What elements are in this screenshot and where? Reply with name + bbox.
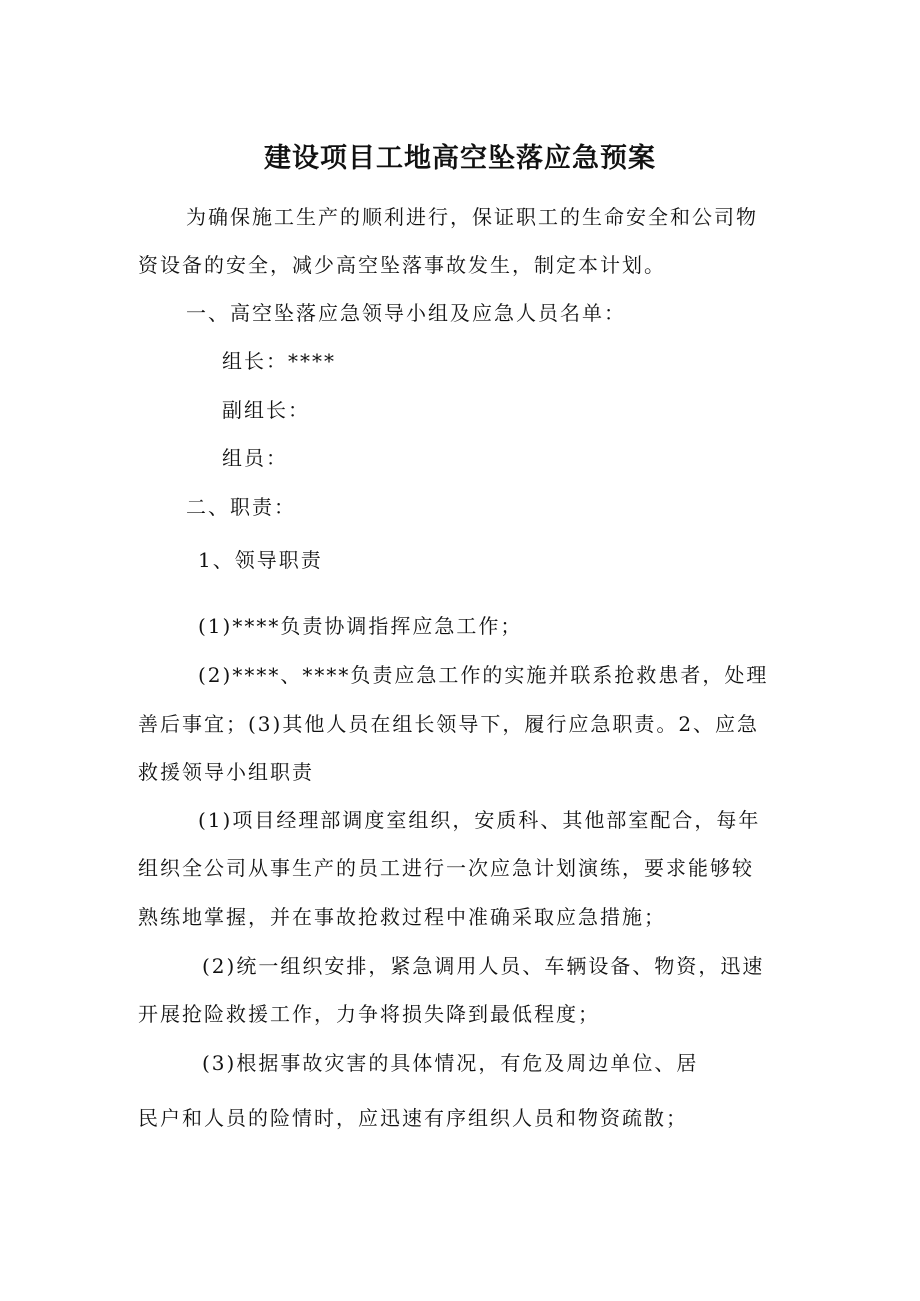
intro-line-1: 为确保施工生产的顺利进行，保证职工的生命安全和公司物 [186, 205, 758, 229]
rescue-duty-1-line-3: 熟练地掌握，并在事故抢救过程中准确采取应急措施； [138, 905, 666, 929]
rescue-duty-2-line-2: 开展抢险救援工作，力争将损失降到最低程度； [138, 1002, 600, 1026]
rescue-duty-3-line-1: (3)根据事故灾害的具体情况，有危及周边单位、居 [202, 1051, 699, 1075]
leader-line: 组长：**** [222, 349, 336, 373]
rescue-duty-2-line-1: (2)统一组织安排，紧急调用人员、车辆设备、物资，迅速 [202, 954, 765, 978]
intro-line-2: 资设备的安全，减少高空坠落事故发生，制定本计划。 [138, 253, 666, 277]
deputy-leader-line: 副组长： [222, 398, 310, 422]
duty-item-1: (1)****负责协调指挥应急工作； [198, 614, 523, 638]
section-2-heading: 二、职责： [186, 495, 296, 519]
duty-item-2-line-3: 救援领导小组职责 [138, 760, 314, 784]
duty-item-2-line-2: 善后事宜；(3)其他人员在组长领导下，履行应急职责。2、应急 [138, 712, 760, 736]
rescue-duty-1-line-1: (1)项目经理部调度室组织，安质科、其他部室配合，每年 [198, 808, 761, 832]
document-title: 建设项目工地高空坠落应急预案 [264, 143, 656, 174]
subsection-leadership-duties: 1、领导职责 [198, 548, 323, 572]
rescue-duty-1-line-2: 组织全公司从事生产的员工进行一次应急计划演练，要求能够较 [138, 856, 754, 880]
duty-item-2-line-1: (2)****、****负责应急工作的实施并联系抢救患者，处理 [198, 663, 769, 687]
rescue-duty-3-line-2: 民户和人员的险情时，应迅速有序组织人员和物资疏散； [138, 1106, 688, 1130]
section-1-heading: 一、高空坠落应急领导小组及应急人员名单： [186, 301, 626, 325]
members-line: 组员： [222, 446, 288, 470]
